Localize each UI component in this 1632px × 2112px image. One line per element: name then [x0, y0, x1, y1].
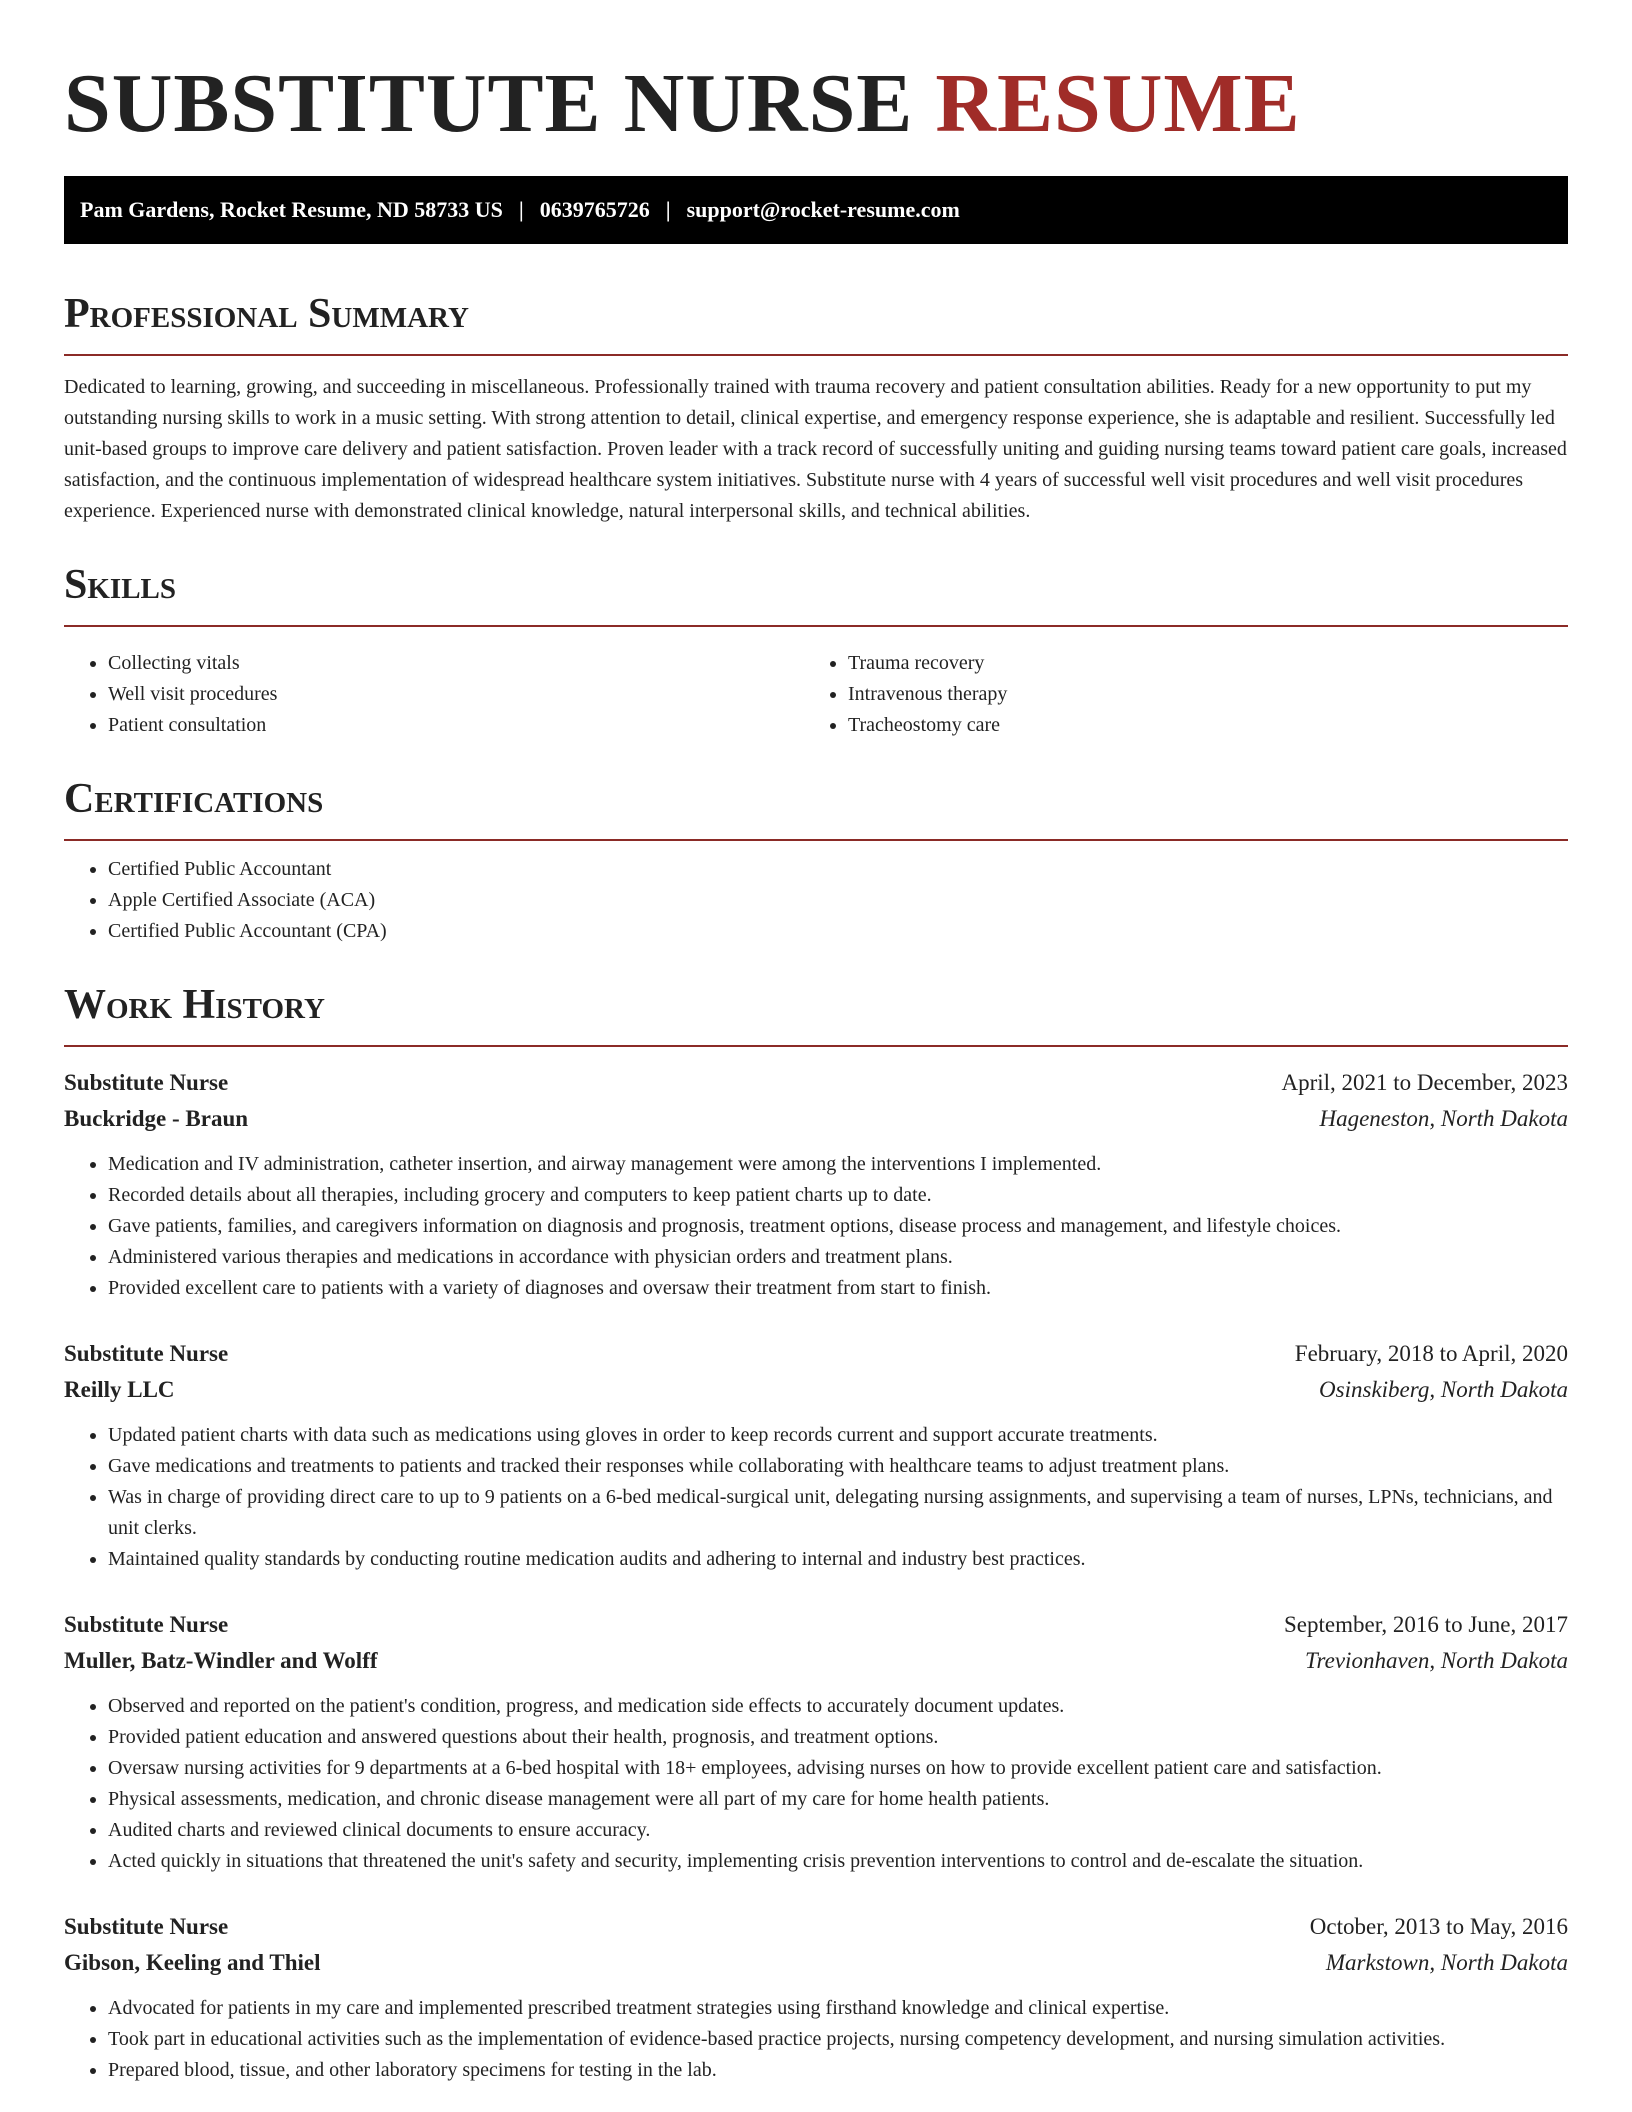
skills-grid — [64, 635, 1568, 741]
title-main: SUBSTITUTE NURSE — [64, 57, 914, 150]
certification-item: • Apple Certified Associate (ACA) — [108, 885, 1568, 916]
job-company-row — [64, 1643, 1568, 1679]
job-company: Buckridge - Braun — [64, 1106, 249, 1131]
skill-item: • Tracheostomy care — [848, 710, 1544, 741]
job-dates: October, 2013 to May, 2016 — [1309, 1914, 1568, 1939]
job-entry — [64, 1336, 1568, 1575]
job-entry — [64, 1607, 1568, 1877]
resume-page — [64, 0, 1568, 2086]
job-bullet: • Audited charts and reviewed clinical documents to ensure accuracy. — [108, 1815, 1568, 1846]
skills-list-right — [804, 648, 1544, 741]
job-header-row — [64, 1607, 1568, 1643]
job-header-row — [64, 1336, 1568, 1372]
job-bullet: • Administered various therapies and medications in accordance with physician orders and treatment plans. — [108, 1242, 1568, 1273]
job-location: Hageneston, North Dakota — [1319, 1106, 1568, 1131]
job-bullet: • Advocated for patients in my care and implemented prescribed treatment strategies using firsthand knowledge and clinical expertise. — [108, 1993, 1568, 2024]
job-title: Substitute Nurse — [64, 1070, 229, 1095]
job-entry — [64, 1909, 1568, 2086]
section-divider — [64, 354, 1568, 356]
work-history-section — [64, 981, 1568, 2086]
section-heading: Professional Summary — [64, 291, 469, 337]
job-entry — [64, 1065, 1568, 1304]
professional-summary-section — [64, 290, 1568, 527]
contact-separator: | — [665, 197, 671, 222]
job-title: Substitute Nurse — [64, 1612, 229, 1637]
skill-item: • Well visit procedures — [108, 679, 804, 710]
section-divider — [64, 625, 1568, 627]
job-company-row — [64, 1945, 1568, 1981]
job-title: Substitute Nurse — [64, 1914, 229, 1939]
job-location: Markstown, North Dakota — [1325, 1950, 1568, 1975]
job-dates: February, 2018 to April, 2020 — [1294, 1341, 1568, 1366]
job-bullet: • Oversaw nursing activities for 9 departments at a 6-bed hospital with 18+ employees, advising nurses on how to provide excellent patient care and satisfaction. — [108, 1753, 1568, 1784]
job-dates: September, 2016 to June, 2017 — [1284, 1612, 1568, 1637]
job-bullet: • Gave medications and treatments to patients and tracked their responses while collaborating with healthcare teams to adjust treatment plans. — [108, 1451, 1568, 1482]
resume-title — [64, 56, 1568, 152]
contact-separator: | — [518, 197, 524, 222]
job-header-row — [64, 1065, 1568, 1101]
skill-item: • Collecting vitals — [108, 648, 804, 679]
certifications-section — [64, 775, 1568, 947]
contact-address: Pam Gardens, Rocket Resume, ND 58733 US — [80, 197, 503, 222]
certification-item: • Certified Public Accountant — [108, 854, 1568, 885]
job-company: Muller, Batz-Windler and Wolff — [64, 1648, 378, 1673]
job-bullets — [64, 1993, 1568, 2086]
job-bullet: • Prepared blood, tissue, and other laboratory specimens for testing in the lab. — [108, 2055, 1568, 2086]
certifications-list — [64, 854, 1568, 947]
job-bullets — [64, 1149, 1568, 1304]
job-bullet: • Maintained quality standards by conducting routine medication audits and adhering to internal and industry best practices. — [108, 1544, 1568, 1575]
skill-item: • Patient consultation — [108, 710, 804, 741]
job-bullets — [64, 1420, 1568, 1575]
title-accent: RESUME — [935, 57, 1301, 150]
section-heading: Skills — [64, 562, 177, 608]
contact-email: support@rocket-resume.com — [686, 197, 960, 222]
job-header-row — [64, 1909, 1568, 1945]
skills-section — [64, 561, 1568, 741]
job-bullet: • Recorded details about all therapies, including grocery and computers to keep patient charts up to date. — [108, 1180, 1568, 1211]
section-heading: Work History — [64, 982, 325, 1028]
job-bullet: • Physical assessments, medication, and chronic disease management were all part of my care for home health patients. — [108, 1784, 1568, 1815]
skill-item: • Intravenous therapy — [848, 679, 1544, 710]
section-divider — [64, 839, 1568, 841]
job-bullet: • Observed and reported on the patient's condition, progress, and medication side effects to accurately document updates. — [108, 1691, 1568, 1722]
job-bullet: • Medication and IV administration, catheter insertion, and airway management were among the interventions I implemented. — [108, 1149, 1568, 1180]
job-bullet: • Provided excellent care to patients with a variety of diagnoses and oversaw their treatment from start to finish. — [108, 1273, 1568, 1304]
skills-list-left — [64, 648, 804, 741]
contact-bar — [64, 176, 1568, 244]
job-company-row — [64, 1101, 1568, 1137]
contact-phone: 0639765726 — [539, 197, 650, 222]
job-company-row — [64, 1372, 1568, 1408]
job-bullet: • Updated patient charts with data such as medications using gloves in order to keep records current and support accurate treatments. — [108, 1420, 1568, 1451]
job-bullets — [64, 1691, 1568, 1877]
summary-text: Dedicated to learning, growing, and succeeding in miscellaneous. Professionally trained with trauma recovery and patient consultation abilities. Ready for a new opportunity to put my outstanding nursing skills to work in a music setting. With strong attention to detail, clinical expertise, and emergency response experience, she is adaptable and resilient. Successfully led unit-based groups to improve care delivery and patient satisfaction. Proven leader with a track record of successfully uniting and guiding nursing teams toward patient care goals, increased satisfaction, and the continuous implementation of widespread healthcare system initiatives. Substitute nurse with 4 years of successful well visit procedures and well visit procedures experience. Experienced nurse with demonstrated clinical knowledge, natural interpersonal skills, and technical abilities. — [64, 376, 1567, 522]
job-company: Gibson, Keeling and Thiel — [64, 1950, 321, 1975]
job-bullet: • Was in charge of providing direct care to up to 9 patients on a 6-bed medical-surgical unit, delegating nursing assignments, and supervising a team of nurses, LPNs, technicians, and unit clerks. — [108, 1482, 1568, 1544]
job-bullet: • Gave patients, families, and caregivers information on diagnosis and prognosis, treatment options, disease process and management, and lifestyle choices. — [108, 1211, 1568, 1242]
section-heading: Certifications — [64, 776, 324, 822]
section-divider — [64, 1045, 1568, 1047]
job-company: Reilly LLC — [64, 1377, 175, 1402]
job-bullet: • Acted quickly in situations that threatened the unit's safety and security, implementing crisis prevention interventions to control and de-escalate the situation. — [108, 1846, 1568, 1877]
certification-item: • Certified Public Accountant (CPA) — [108, 916, 1568, 947]
job-title: Substitute Nurse — [64, 1341, 229, 1366]
job-location: Osinskiberg, North Dakota — [1319, 1377, 1568, 1402]
job-location: Trevionhaven, North Dakota — [1305, 1648, 1568, 1673]
skill-item: • Trauma recovery — [848, 648, 1544, 679]
job-bullet: • Took part in educational activities such as the implementation of evidence-based practice projects, nursing competency development, and nursing simulation activities. — [108, 2024, 1568, 2055]
job-dates: April, 2021 to December, 2023 — [1281, 1070, 1568, 1095]
job-bullet: • Provided patient education and answered questions about their health, prognosis, and treatment options. — [108, 1722, 1568, 1753]
